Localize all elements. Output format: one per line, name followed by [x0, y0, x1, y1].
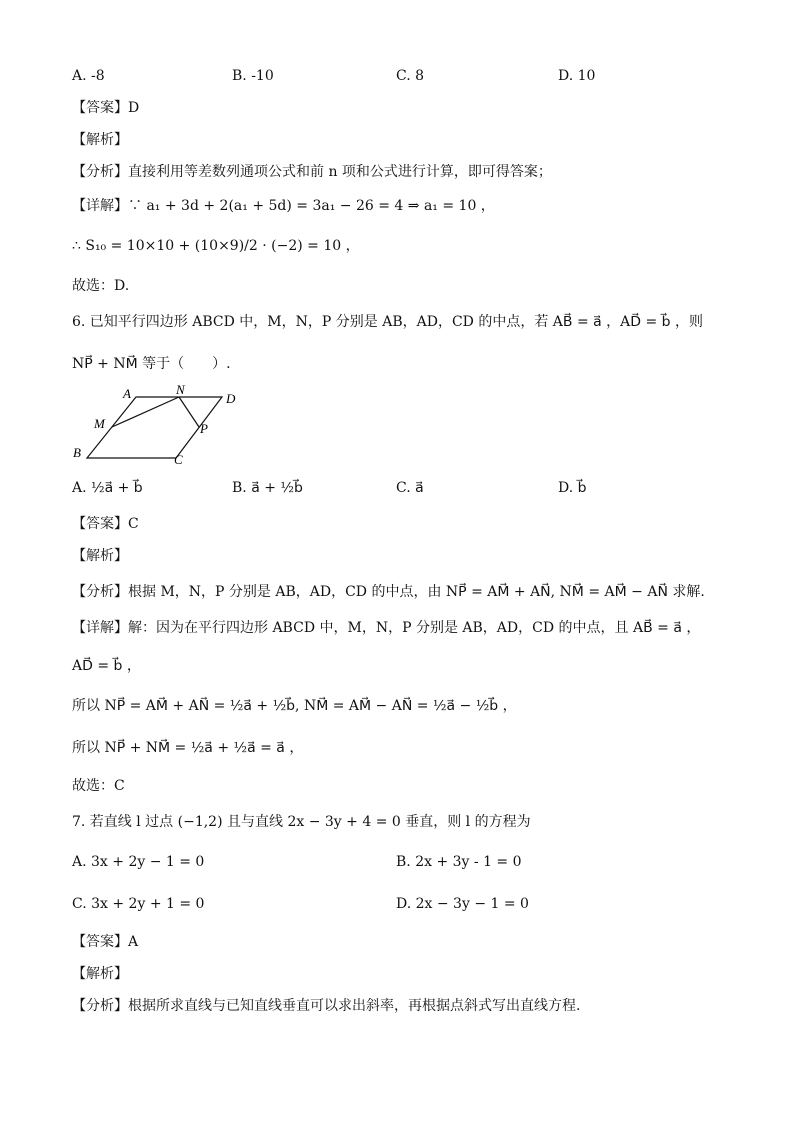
q6-option-b: B. a⃗ + ½b⃗: [232, 480, 303, 496]
label-m: M: [94, 416, 105, 431]
q6-option-a: A. ½a⃗ + b⃗: [72, 480, 143, 496]
q6-option-d: D. b⃗: [558, 480, 587, 496]
label-a: A: [123, 386, 131, 401]
q5-option-d: D. 10: [558, 68, 596, 84]
label-d: D: [226, 391, 236, 406]
q7-jiexi: 【解析】: [72, 966, 128, 982]
q7-option-a: A. 3x + 2y − 1 = 0: [72, 854, 205, 870]
q5-jiexi: 【解析】: [72, 132, 128, 148]
segment-np: [179, 397, 199, 427]
q7-stem: 7. 若直线 l 过点 (−1,2) 且与直线 2x − 3y + 4 = 0 垂直，则 l 的方程为: [72, 814, 531, 830]
q5-detail-2: ∴ S₁₀ = 10×10 + (10×9)/2 · (−2) = 10 ，: [72, 238, 360, 254]
label-n: N: [176, 382, 185, 397]
q6-answer: 【答案】C: [72, 516, 139, 532]
q7-option-b: B. 2x + 3y - 1 = 0: [396, 854, 522, 870]
q6-stem-2: NP⃗ + NM⃗ 等于（ ）.: [72, 356, 231, 372]
q5-choose: 故选：D.: [72, 278, 130, 294]
label-p: P: [200, 421, 208, 436]
q7-option-c: C. 3x + 2y + 1 = 0: [72, 896, 205, 912]
parallelogram-figure: [70, 382, 260, 466]
q5-option-b: B. -10: [232, 68, 274, 84]
q5-option-a: A. -8: [72, 68, 105, 84]
q7-analysis: 【分析】根据所求直线与已知直线垂直可以求出斜率，再根据点斜式写出直线方程.: [72, 998, 581, 1014]
q7-option-d: D. 2x − 3y − 1 = 0: [396, 896, 529, 912]
q5-option-c: C. 8: [396, 68, 425, 84]
q5-answer: 【答案】D: [72, 100, 140, 116]
label-c: C: [174, 452, 183, 466]
q6-analysis: 【分析】根据 M，N，P 分别是 AB，AD，CD 的中点，由 NP⃗ = AM⃗ + AN⃗, NM⃗ = AM⃗ − AN⃗ 求解.: [72, 584, 705, 600]
label-b: B: [73, 445, 81, 460]
q6-detail-4: 所以 NP⃗ + NM⃗ = ½a⃗ + ½a⃗ = a⃗ ，: [72, 740, 304, 756]
q6-stem-1: 6. 已知平行四边形 ABCD 中，M，N，P 分别是 AB，AD，CD 的中点，若 AB⃗ = a⃗ ，AD⃗ = b⃗ ，则: [72, 314, 704, 330]
q6-jiexi: 【解析】: [72, 548, 128, 564]
q5-detail-1: 【详解】∵ a₁ + 3d + 2(a₁ + 5d) = 3a₁ − 26 = 4 ⇒ a₁ = 10 ，: [72, 198, 495, 214]
q7-answer: 【答案】A: [72, 934, 139, 950]
segment-mn: [112, 397, 179, 427]
q6-detail-2: AD⃗ = b⃗ ，: [72, 658, 141, 674]
q6-choose: 故选：C: [72, 778, 125, 794]
q6-option-c: C. a⃗: [396, 480, 424, 496]
q6-detail-1: 【详解】解：因为在平行四边形 ABCD 中，M，N，P 分别是 AB，AD，CD 的中点，且 AB⃗ = a⃗ ，: [72, 620, 701, 636]
q6-detail-3: 所以 NP⃗ = AM⃗ + AN⃗ = ½a⃗ + ½b⃗, NM⃗ = AM⃗ − AN⃗ = ½a⃗ − ½b⃗ ，: [72, 698, 517, 714]
q5-analysis: 【分析】直接利用等差数列通项公式和前 n 项和公式进行计算，即可得答案；: [72, 164, 552, 180]
